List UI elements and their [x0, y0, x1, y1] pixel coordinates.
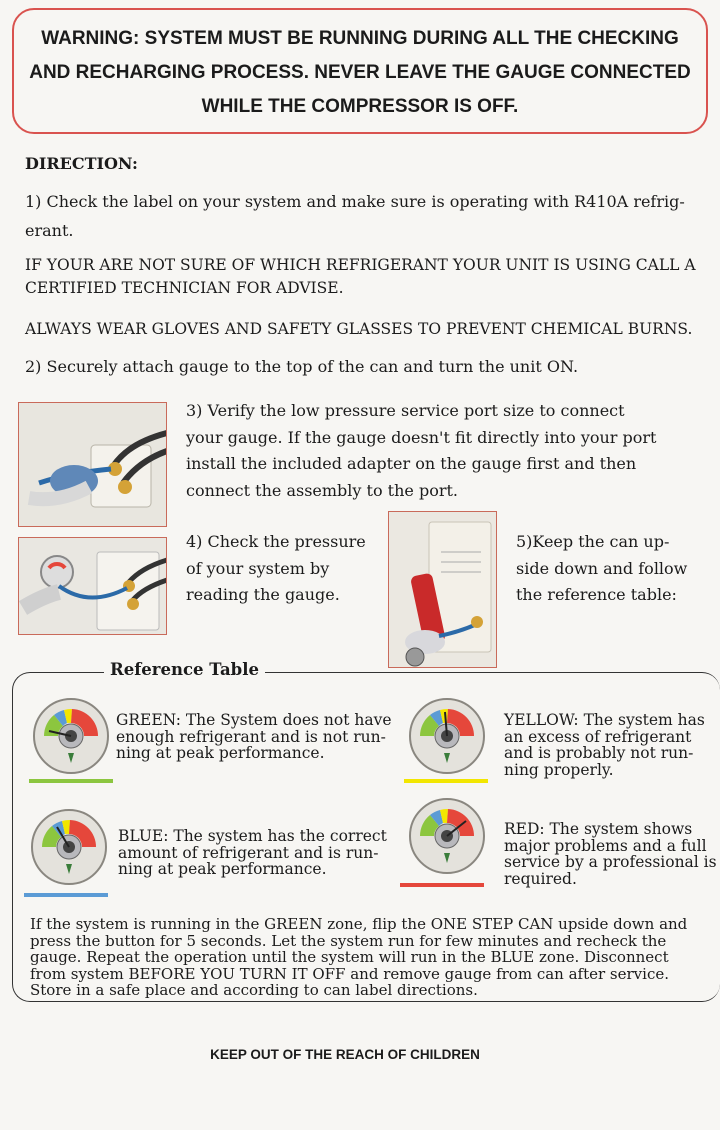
step1-line1: 1) Check the label on your system and make sure is operating with R410A refrig- — [25, 192, 685, 211]
direction-heading: DIRECTION: — [25, 154, 138, 173]
warning-box — [12, 8, 708, 134]
zone-yellow-line: YELLOW: The system has — [504, 711, 705, 729]
instruction-line: gauge. Repeat the operation until the system will run in the BLUE zone. Disconnect — [30, 948, 669, 966]
gauge-yellow-icon — [408, 697, 486, 775]
instruction-line: Store in a safe place and according to can label directions. — [30, 981, 478, 999]
step3-line: install the included adapter on the gauge first and then — [186, 454, 637, 473]
zone-bar-green — [29, 779, 113, 783]
zone-green-line: GREEN: The System does not have — [116, 711, 392, 729]
zone-red-line: service by a professional is — [504, 853, 717, 871]
warning-line: WARNING: SYSTEM MUST BE RUNNING DURING ALL THE CHECKING — [41, 28, 679, 49]
zone-red-text — [504, 821, 717, 887]
instruction-line: from system BEFORE YOU TURN IT OFF and remove gauge from can after service. — [30, 964, 669, 983]
caution1-line1: IF YOUR ARE NOT SURE OF WHICH REFRIGERANT YOUR UNIT IS USING CALL A — [25, 256, 696, 274]
zone-green-line: enough refrigerant and is not run- — [116, 727, 386, 746]
gauge-green-icon — [32, 697, 110, 775]
step2: 2) Securely attach gauge to the top of the can and turn the unit ON. — [25, 357, 579, 376]
step5-line: 5)Keep the can up- — [516, 532, 670, 551]
zone-yellow-line: and is probably not run- — [504, 744, 694, 762]
zone-blue-line: amount of refrigerant and is run- — [118, 843, 379, 862]
caution2: ALWAYS WEAR GLOVES AND SAFETY GLASSES TO PREVENT CHEMICAL BURNS. — [25, 320, 693, 338]
zone-bar-red — [400, 883, 484, 887]
recharge-instructions — [30, 916, 687, 999]
caution1-line2: CERTIFIED TECHNICIAN FOR ADVISE. — [25, 279, 344, 297]
step4-line: 4) Check the pressure — [186, 532, 366, 551]
warning-line: AND RECHARGING PROCESS. NEVER LEAVE THE GAUGE CONNECTED — [29, 62, 691, 83]
warning-line: WHILE THE COMPRESSOR IS OFF. — [201, 96, 519, 117]
step3-line: connect the assembly to the port. — [186, 480, 458, 500]
step5-line: side down and follow — [516, 558, 688, 578]
zone-blue-line: ning at peak performance. — [118, 860, 327, 878]
step3-text — [186, 398, 656, 504]
zone-red-line: required. — [504, 869, 577, 888]
step4-line: reading the gauge. — [186, 585, 340, 604]
step4-text — [186, 529, 366, 609]
zone-bar-yellow — [404, 779, 488, 783]
instruction-line: If the system is running in the GREEN zone, flip the ONE STEP CAN upside down and — [30, 915, 688, 933]
zone-green-line: ning at peak performance. — [116, 744, 325, 762]
zone-red-line: major problems and a full — [504, 836, 707, 855]
zone-yellow-line: an excess of refrigerant — [504, 727, 692, 746]
child-safety-notice: KEEP OUT OF THE REACH OF CHILDREN — [210, 1047, 480, 1062]
zone-bar-blue — [24, 893, 108, 897]
step5-line: the reference table: — [516, 585, 677, 604]
gauge-blue-icon — [30, 808, 108, 886]
step5-text — [516, 529, 687, 609]
zone-yellow-line: ning properly. — [504, 760, 614, 779]
step4-line: of your system by — [186, 558, 330, 578]
photo-step3-gauge-connection — [18, 402, 167, 527]
step1-line2: erant. — [25, 221, 74, 240]
zone-blue-line: BLUE: The system has the correct — [118, 827, 387, 845]
zone-green-text — [116, 712, 392, 762]
instruction-line: press the button for 5 seconds. Let the system run for few minutes and recheck the — [30, 931, 667, 950]
zone-yellow-text — [504, 712, 705, 778]
step3-line: your gauge. If the gauge doesn't fit directly into your port — [186, 427, 657, 447]
reference-table-title: Reference Table — [104, 660, 265, 679]
gauge-red-icon — [408, 797, 486, 875]
step3-line: 3) Verify the low pressure service port size to connect — [186, 401, 625, 420]
photo-step4-reading-gauge — [18, 537, 167, 635]
photo-step5-can-upside-down — [388, 511, 497, 668]
zone-red-line: RED: The system shows — [504, 820, 693, 838]
zone-blue-text — [118, 828, 387, 878]
